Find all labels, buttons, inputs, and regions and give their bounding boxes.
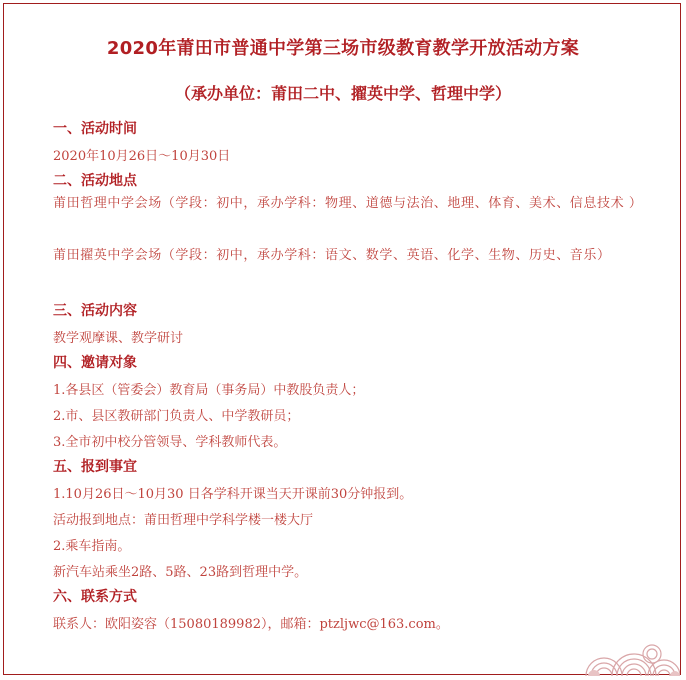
section-heading-contact: 六、联系方式 [53, 589, 137, 605]
document-title: 2020年莆田市普通中学第三场市级教育教学开放活动方案 [106, 38, 580, 59]
section-heading-registration: 五、报到事宜 [53, 459, 137, 475]
cloud-pattern-decoration-icon [584, 632, 680, 676]
section-heading-time: 一、活动时间 [53, 121, 137, 137]
registration-line-2: 活动报到地点：莆田哲理中学科学楼一楼大厅 [53, 513, 314, 528]
document-subtitle: （承办单位：莆田二中、擢英中学、哲理中学） [174, 84, 511, 103]
venue-line-zheli: 莆田哲理中学会场（学段：初中，承办学科：物理、道德与法治、地理、体育、美术、信息技术 ） [53, 196, 643, 211]
section-heading-content: 三、活动内容 [53, 303, 137, 319]
invitee-line-1: 1.各县区（管委会）教育局（事务局）中教股负责人； [53, 383, 365, 398]
content-line: 教学观摩课、教学研讨 [53, 331, 184, 346]
section-heading-invitees: 四、邀请对象 [53, 355, 137, 371]
invitee-line-3: 3.全市初中校分管领导、学科教师代表。 [53, 435, 287, 450]
venue-line-zhuoying: 莆田擢英中学会场（学段：初中，承办学科：语文、数学、英语、化学、生物、历史、音乐） [53, 248, 611, 263]
time-line: 2020年10月26日～10月30日 [53, 149, 231, 164]
contact-line: 联系人：欧阳姿容（15080189982），邮箱：ptzljwc@163.com。 [53, 617, 449, 632]
registration-line-4: 新汽车站乘坐2路、5路、23路到哲理中学。 [53, 565, 308, 580]
registration-line-3: 2.乘车指南。 [53, 539, 131, 554]
registration-line-1: 1.10月26日～10月30 日各学科开课当天开课前30分钟报到。 [53, 487, 413, 502]
invitee-line-2: 2.市、县区教研部门负责人、中学教研员； [53, 409, 300, 424]
section-heading-venue: 二、活动地点 [53, 173, 137, 189]
